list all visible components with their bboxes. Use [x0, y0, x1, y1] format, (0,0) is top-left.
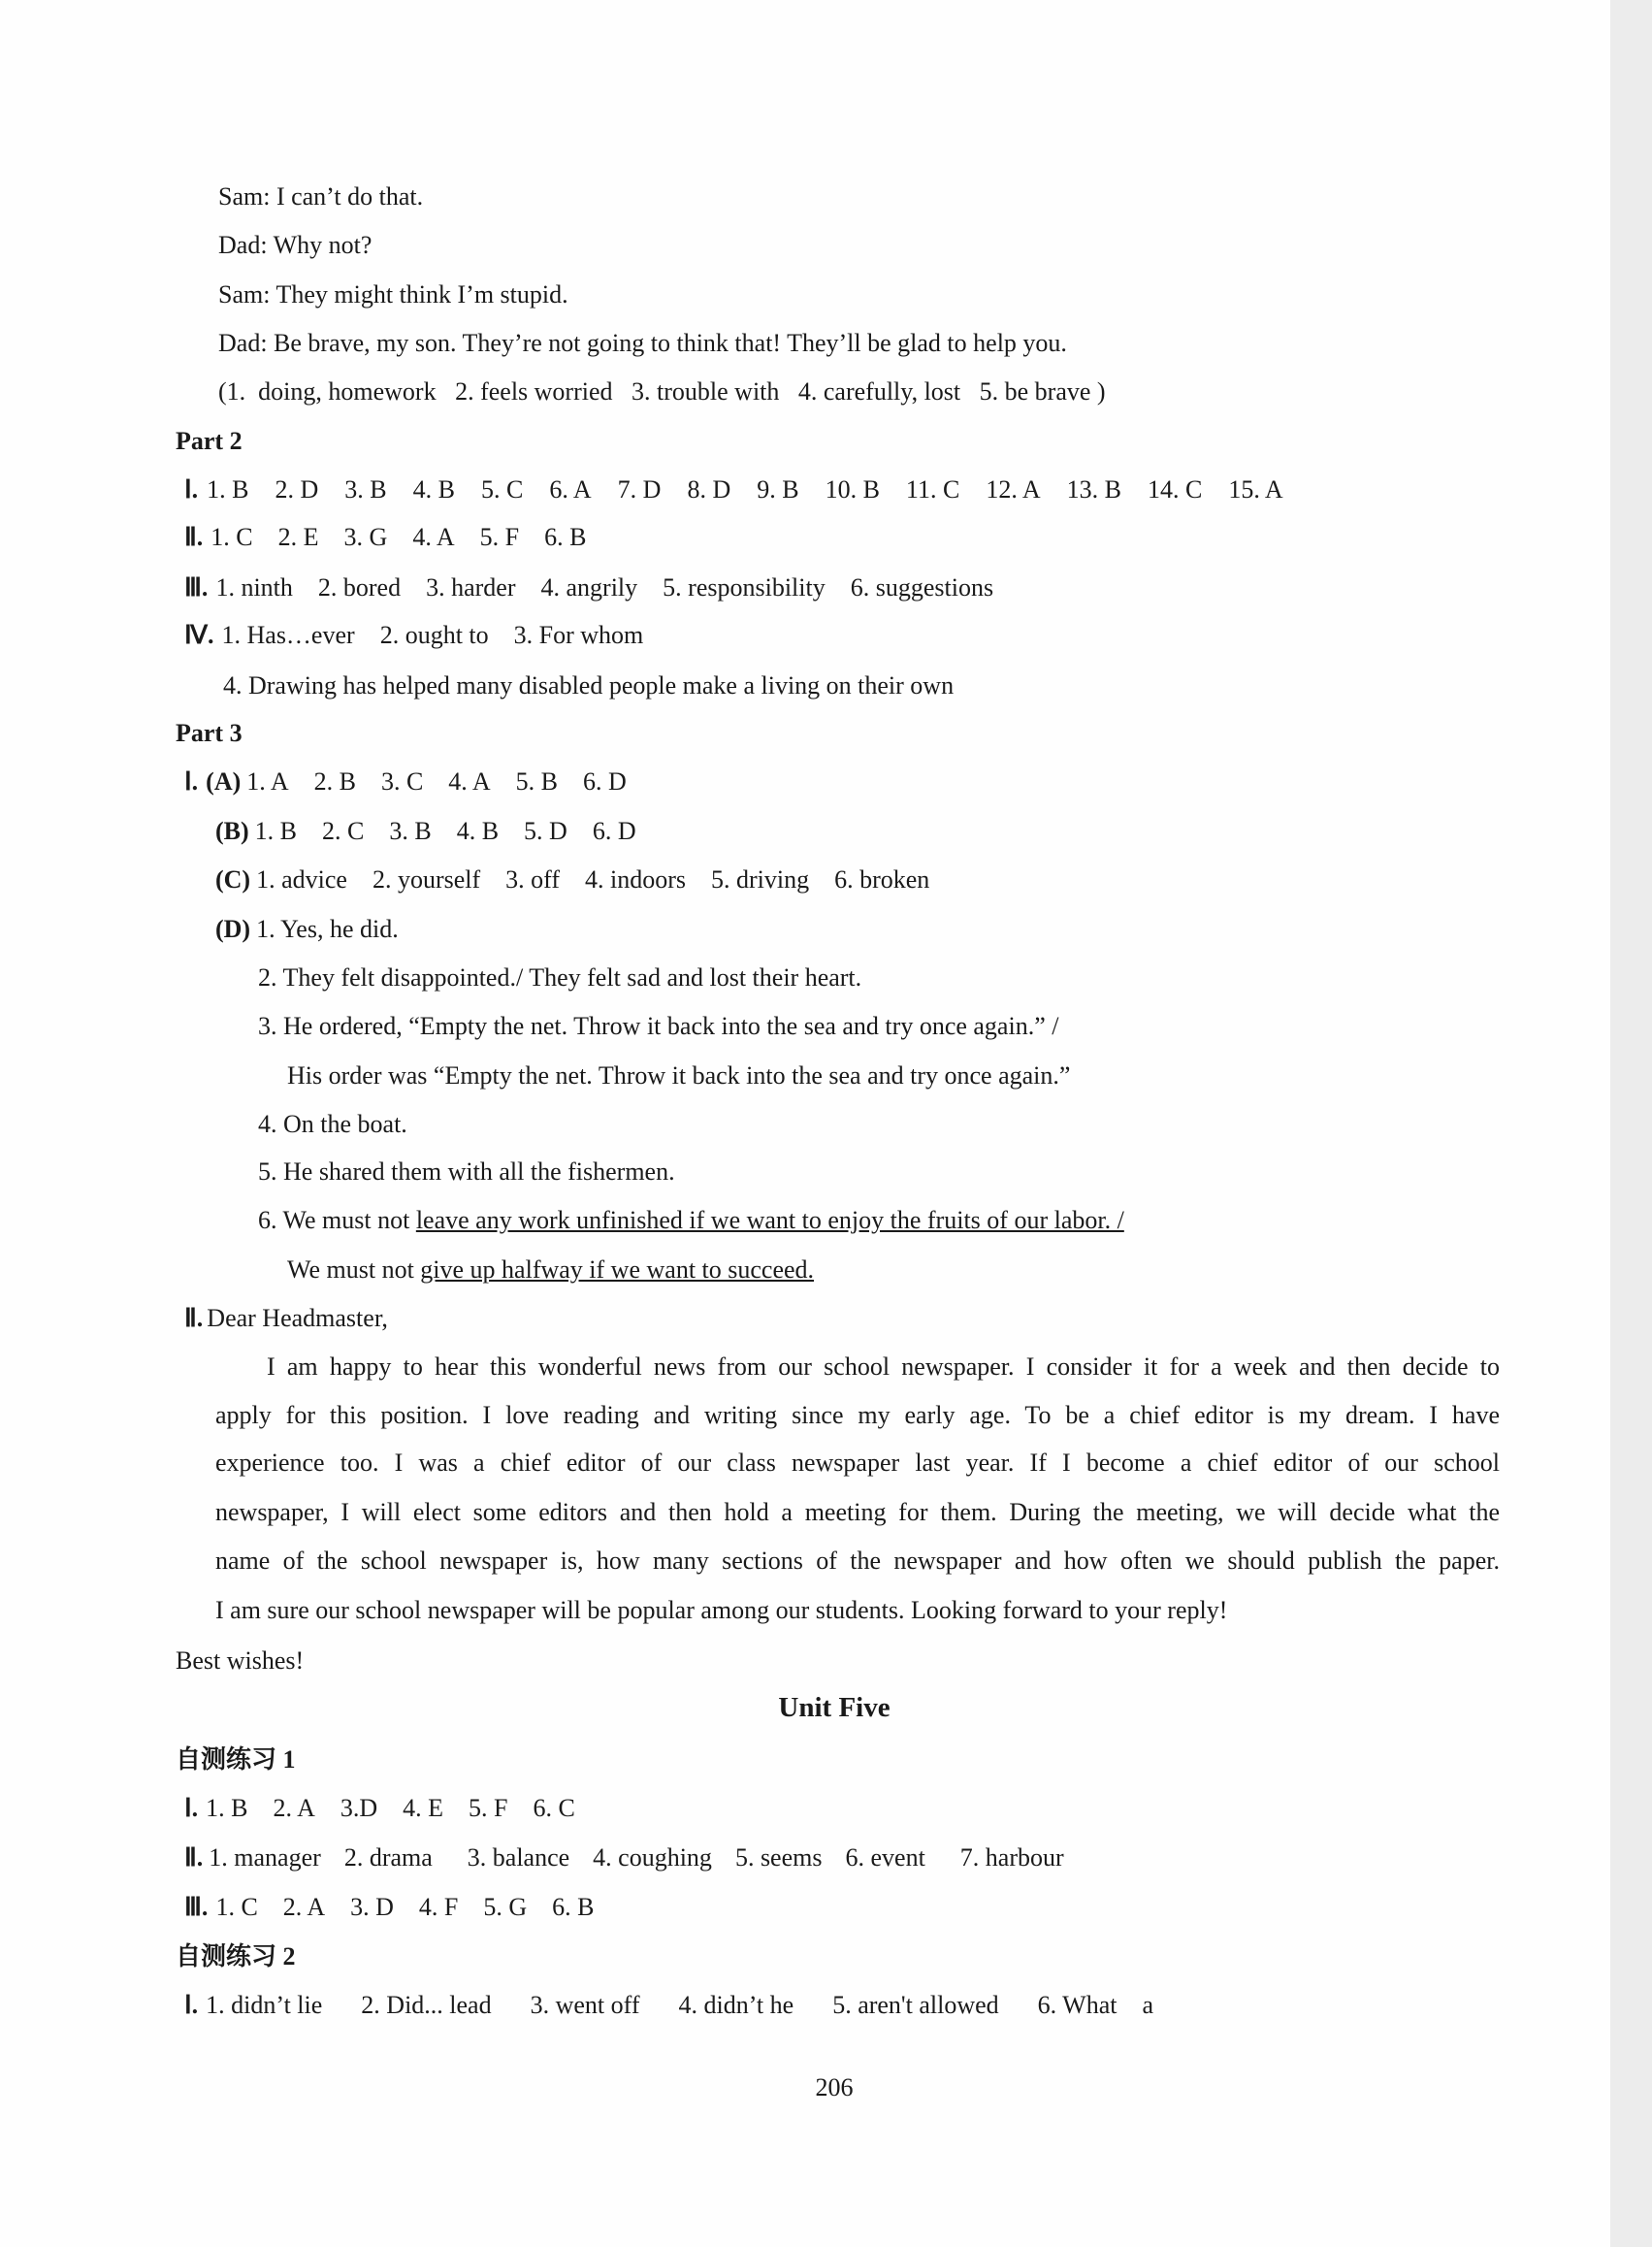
answer: 4. A — [412, 523, 455, 551]
answer: 5. B — [515, 767, 558, 796]
part2-heading: Part 2 — [176, 427, 243, 455]
underlined-answer: give up halfway if we want to succeed. — [420, 1255, 815, 1284]
part2-section-4 — [184, 620, 643, 651]
unit-title: Unit Five — [778, 1692, 891, 1723]
roman-label: Ⅲ. — [184, 573, 209, 602]
answer: 9. B — [757, 475, 799, 504]
answer: 1. advice — [256, 865, 347, 894]
answer: 2. yourself — [372, 865, 481, 894]
answer: 3. G — [343, 523, 388, 551]
answer: 6. D — [592, 817, 636, 845]
answer: 7. harbour — [959, 1843, 1064, 1872]
answer: 1. B — [206, 1794, 248, 1822]
answer: 6. event — [845, 1843, 925, 1872]
answer: 3. B — [344, 475, 387, 504]
exercise-heading: 自测练习 1 — [176, 1745, 296, 1774]
sub-label: (B) — [215, 817, 249, 845]
answer: 4. angrily — [540, 573, 638, 602]
answer: 5. He shared them with all the fishermen. — [258, 1157, 675, 1186]
letter-line: I am happy to hear this wonderful news from our school newspaper. I consider it for a week and then decide to — [267, 1352, 1500, 1381]
answer: 3. For whom — [513, 621, 644, 649]
answer: 5. responsibility — [663, 573, 826, 602]
answer: 2. drama — [343, 1843, 433, 1872]
answer: 11. C — [905, 475, 960, 504]
answer: 3. He ordered, “Empty the net. Throw it back into the sea and try once again.” / — [258, 1012, 1059, 1040]
answer: 10. B — [825, 475, 880, 504]
answer: 3. B — [389, 817, 432, 845]
answer: 6. broken — [834, 865, 930, 894]
answer: 6. suggestions — [850, 573, 994, 602]
answer: 3. balance — [467, 1843, 570, 1872]
answer: 2. D — [275, 475, 319, 504]
answer: 3. off — [505, 865, 560, 894]
answer: 5. F — [479, 523, 520, 551]
sub-label: (A) — [206, 767, 242, 796]
sub-label: (C) — [215, 865, 251, 894]
answer: 4. B — [456, 817, 500, 845]
answer: 5. driving — [711, 865, 810, 894]
answer: 15. A — [1228, 475, 1283, 504]
answer: 6. A — [549, 475, 592, 504]
part3-section-1b — [215, 816, 636, 847]
part3-heading: Part 3 — [176, 719, 243, 747]
answer: 1. Has…ever — [221, 621, 355, 649]
letter-line: name of the school newspaper is, how many sections of the newspaper and how often we should publish the paper. — [215, 1547, 1500, 1575]
ex1-section-2 — [184, 1842, 1064, 1873]
ex1-section-1 — [184, 1793, 575, 1824]
part2-section-2 — [184, 522, 586, 553]
answer: 5. F — [469, 1794, 508, 1822]
answer: 6. What a — [1037, 1991, 1154, 2019]
answer: 1. ninth — [215, 573, 293, 602]
answer: 1. A — [246, 767, 289, 796]
letter-closing: Best wishes! — [176, 1646, 305, 1675]
roman-label: Ⅱ. — [184, 1843, 204, 1872]
roman-label: Ⅰ. — [184, 767, 199, 796]
answer: 3. went off — [530, 1991, 640, 2019]
answer: 5. D — [524, 817, 567, 845]
roman-label: Ⅰ. — [184, 475, 199, 504]
answer: 3. D — [350, 1893, 394, 1921]
dialogue-line: Dad: Be brave, my son. They’re not going to think that! They’ll be glad to help you. — [218, 329, 1067, 357]
answer: 4. indoors — [585, 865, 686, 894]
answer: 4. F — [418, 1893, 459, 1921]
letter-line: experience too. I was a chief editor of our class newspaper last year. If I become a chief editor of our school — [215, 1449, 1500, 1477]
roman-label: Ⅳ. — [184, 621, 214, 649]
answer: 3. C — [380, 767, 424, 796]
answer: 1. manager — [209, 1843, 321, 1872]
answer: 2. ought to — [379, 621, 489, 649]
answer: 1. C — [215, 1893, 258, 1921]
answer: 7. D — [617, 475, 662, 504]
roman-label: Ⅰ. — [184, 1991, 199, 2019]
dialogue-answers: (1. doing, homework 2. feels worried 3. trouble with 4. carefully, lost 5. be brave ) — [218, 377, 1106, 406]
part3-section-1c — [215, 864, 929, 896]
answer: 3. harder — [426, 573, 516, 602]
answer: 5. G — [483, 1893, 528, 1921]
answer: 3.D — [340, 1794, 378, 1822]
roman-label: Ⅱ. — [184, 1304, 204, 1332]
answer: 4. A — [448, 767, 491, 796]
part2-section-3 — [184, 572, 993, 603]
answer: 1. Yes, he did. — [256, 915, 399, 943]
roman-label: Ⅲ. — [184, 1893, 209, 1921]
answer: 2. A — [273, 1794, 315, 1822]
answer: 4. B — [412, 475, 455, 504]
dialogue-line: Sam: They might think I’m stupid. — [218, 280, 568, 309]
answer: 1. B — [254, 817, 298, 845]
answer: 6. D — [582, 767, 627, 796]
answer: 2. B — [313, 767, 356, 796]
answer: His order was “Empty the net. Throw it back into the sea and try once again.” — [287, 1061, 1071, 1090]
ex1-section-3 — [184, 1892, 595, 1923]
dialogue-line: Dad: Why not? — [218, 231, 373, 259]
answer: 1. C — [211, 523, 253, 551]
answer: 12. A — [986, 475, 1041, 504]
page-number: 206 — [815, 2073, 854, 2101]
ex2-section-1 — [184, 1990, 1153, 2021]
exercise-heading: 自测练习 2 — [176, 1942, 296, 1970]
dialogue-line: Sam: I can’t do that. — [218, 182, 424, 211]
letter-line: I am sure our school newspaper will be popular among our students. Looking forward to your reply! — [215, 1596, 1228, 1624]
letter-line: apply for this position. I love reading and writing since my early age. To be a chief editor is my dream. I have — [215, 1401, 1500, 1429]
answer: 2. E — [277, 523, 319, 551]
letter-greeting: Dear Headmaster, — [207, 1304, 388, 1332]
answer: 4. coughing — [593, 1843, 712, 1872]
answer: 4. didn’t he — [678, 1991, 794, 2019]
answer-prefix: We must not — [287, 1255, 421, 1284]
sub-label: (D) — [215, 915, 251, 943]
answer: 6. B — [544, 523, 587, 551]
answer: 6. C — [533, 1794, 575, 1822]
underlined-answer: leave any work unfinished if we want to enjoy the fruits of our labor. / — [415, 1206, 1124, 1234]
answer — [287, 1254, 814, 1286]
letter-line: newspaper, I will elect some editors and then hold a meeting for them. During the meeting, we will decide what the — [215, 1498, 1500, 1526]
answer: 14. C — [1148, 475, 1203, 504]
answer: 2. Did... lead — [361, 1991, 492, 2019]
part3-section-1a — [184, 766, 627, 798]
answer: 5. C — [480, 475, 524, 504]
answer: 8. D — [687, 475, 731, 504]
roman-label: Ⅰ. — [184, 1794, 199, 1822]
answer-prefix: 6. We must not — [258, 1206, 416, 1234]
answer: 2. bored — [317, 573, 402, 602]
answer: 6. B — [552, 1893, 595, 1921]
answer: 2. C — [322, 817, 365, 845]
answer: 4. E — [403, 1794, 444, 1822]
answer: 1. didn’t lie — [206, 1991, 323, 2019]
answer: 4. Drawing has helped many disabled people make a living on their own — [223, 671, 955, 700]
answer: 5. seems — [734, 1843, 823, 1872]
part2-section-1 — [184, 474, 1283, 505]
answer: 5. aren't allowed — [832, 1991, 999, 2019]
letter-greeting-line — [184, 1303, 388, 1334]
roman-label: Ⅱ. — [184, 523, 204, 551]
answer: 2. They felt disappointed./ They felt sad and lost their heart. — [258, 963, 862, 992]
scan-margin — [1610, 0, 1652, 2247]
answer: 4. On the boat. — [258, 1110, 407, 1138]
part3-section-1d — [215, 914, 399, 945]
answer: 2. A — [282, 1893, 326, 1921]
answer: 1. B — [207, 475, 249, 504]
answer: 13. B — [1066, 475, 1121, 504]
answer — [258, 1205, 1124, 1236]
